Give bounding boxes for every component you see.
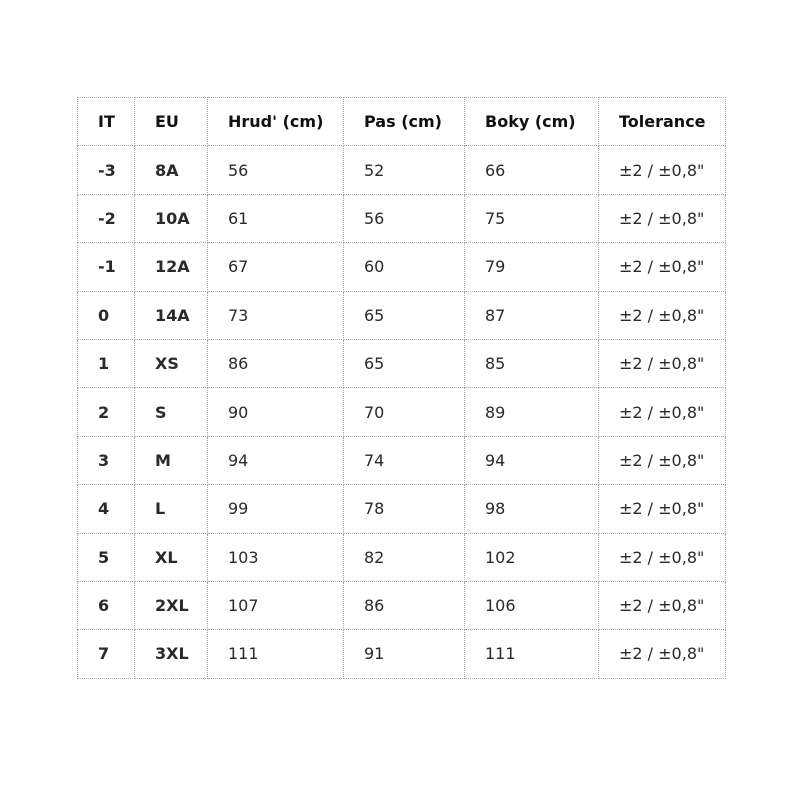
table-body — [78, 146, 726, 678]
cell-tolerance: ±2 / ±0,8" — [599, 194, 726, 242]
cell-chest: 94 — [208, 436, 344, 484]
table-header — [78, 98, 726, 146]
cell-hips: 75 — [465, 194, 599, 242]
cell-it: 0 — [78, 291, 135, 339]
cell-waist: 70 — [344, 388, 465, 436]
cell-tolerance: ±2 / ±0,8" — [599, 485, 726, 533]
cell-it: -2 — [78, 194, 135, 242]
cell-eu: 3XL — [135, 630, 208, 678]
cell-waist: 56 — [344, 194, 465, 242]
cell-eu: 2XL — [135, 581, 208, 629]
table-row — [78, 194, 726, 242]
cell-tolerance: ±2 / ±0,8" — [599, 243, 726, 291]
header-it: IT — [78, 98, 135, 146]
cell-eu: XS — [135, 339, 208, 387]
table-row — [78, 291, 726, 339]
cell-hips: 94 — [465, 436, 599, 484]
cell-it: 3 — [78, 436, 135, 484]
cell-tolerance: ±2 / ±0,8" — [599, 291, 726, 339]
cell-chest: 103 — [208, 533, 344, 581]
header-chest: Hrud' (cm) — [208, 98, 344, 146]
cell-eu: 8A — [135, 146, 208, 194]
cell-it: 6 — [78, 581, 135, 629]
cell-hips: 66 — [465, 146, 599, 194]
table-row — [78, 146, 726, 194]
cell-chest: 67 — [208, 243, 344, 291]
cell-chest: 107 — [208, 581, 344, 629]
table-row — [78, 533, 726, 581]
cell-chest: 61 — [208, 194, 344, 242]
cell-waist: 78 — [344, 485, 465, 533]
cell-chest: 111 — [208, 630, 344, 678]
cell-tolerance: ±2 / ±0,8" — [599, 436, 726, 484]
cell-waist: 52 — [344, 146, 465, 194]
cell-tolerance: ±2 / ±0,8" — [599, 630, 726, 678]
cell-eu: 14A — [135, 291, 208, 339]
cell-hips: 98 — [465, 485, 599, 533]
cell-it: 2 — [78, 388, 135, 436]
cell-chest: 56 — [208, 146, 344, 194]
cell-chest: 99 — [208, 485, 344, 533]
header-tolerance: Tolerance — [599, 98, 726, 146]
cell-hips: 79 — [465, 243, 599, 291]
cell-waist: 91 — [344, 630, 465, 678]
cell-tolerance: ±2 / ±0,8" — [599, 146, 726, 194]
cell-waist: 86 — [344, 581, 465, 629]
cell-it: -1 — [78, 243, 135, 291]
header-row — [78, 98, 726, 146]
cell-waist: 65 — [344, 291, 465, 339]
cell-hips: 106 — [465, 581, 599, 629]
cell-it: 5 — [78, 533, 135, 581]
table-row — [78, 630, 726, 678]
cell-chest: 73 — [208, 291, 344, 339]
cell-eu: S — [135, 388, 208, 436]
cell-chest: 90 — [208, 388, 344, 436]
cell-hips: 102 — [465, 533, 599, 581]
cell-chest: 86 — [208, 339, 344, 387]
cell-eu: M — [135, 436, 208, 484]
table-row — [78, 436, 726, 484]
cell-eu: 10A — [135, 194, 208, 242]
cell-eu: 12A — [135, 243, 208, 291]
table-row — [78, 485, 726, 533]
cell-tolerance: ±2 / ±0,8" — [599, 581, 726, 629]
cell-waist: 60 — [344, 243, 465, 291]
cell-it: 1 — [78, 339, 135, 387]
cell-eu: L — [135, 485, 208, 533]
cell-it: -3 — [78, 146, 135, 194]
cell-hips: 87 — [465, 291, 599, 339]
table-row — [78, 339, 726, 387]
cell-tolerance: ±2 / ±0,8" — [599, 339, 726, 387]
table-row — [78, 581, 726, 629]
cell-tolerance: ±2 / ±0,8" — [599, 388, 726, 436]
cell-hips: 85 — [465, 339, 599, 387]
cell-hips: 111 — [465, 630, 599, 678]
cell-it: 4 — [78, 485, 135, 533]
cell-waist: 65 — [344, 339, 465, 387]
size-chart-table — [77, 97, 726, 679]
header-eu: EU — [135, 98, 208, 146]
cell-eu: XL — [135, 533, 208, 581]
table-row — [78, 243, 726, 291]
cell-it: 7 — [78, 630, 135, 678]
cell-waist: 74 — [344, 436, 465, 484]
table-row — [78, 388, 726, 436]
cell-hips: 89 — [465, 388, 599, 436]
header-waist: Pas (cm) — [344, 98, 465, 146]
cell-waist: 82 — [344, 533, 465, 581]
cell-tolerance: ±2 / ±0,8" — [599, 533, 726, 581]
header-hips: Boky (cm) — [465, 98, 599, 146]
